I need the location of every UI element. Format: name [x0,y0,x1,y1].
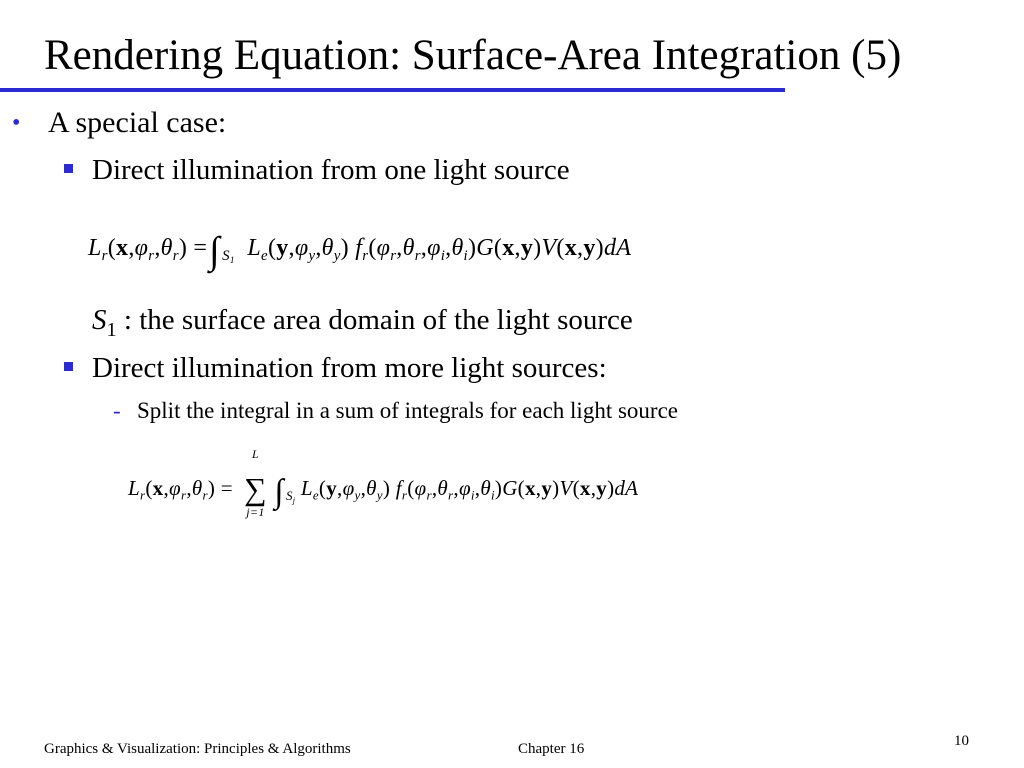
bullet-text: Direct illumination from more light sources: [92,352,607,384]
footer-course: Graphics & Visualization: Principles & Algorithms [44,741,351,757]
bullet-one-light [64,152,570,188]
bullet-more-lights [64,350,607,386]
bullet-text: Direct illumination from one light source [92,154,570,186]
bullet-split-integral [113,396,678,426]
bullet-square-icon [64,164,73,173]
bullet-dot-icon: • [12,110,21,136]
title-underline [0,88,785,92]
slide-title: Rendering Equation: Surface-Area Integration (5) [44,32,902,79]
bullet-special-case [12,104,226,142]
footer-chapter: Chapter 16 [518,741,585,757]
bullet-dash-icon: - [113,398,121,423]
bullet-text: A special case: [48,106,227,139]
equation-single-light: $L_r(x,\varphi_r,\theta_r)$ =∫ $_{S_1}$ $L_e(y,\varphi_y,\theta_y)$ $f_r(\varphi_r,\theta_r,\varphi_i,\theta_i)G(x,y)V(x,y)dA$ [88,230,632,273]
summation-icon: L ∑ j=1 [244,447,267,519]
integral-icon: ∫ [209,230,221,273]
page-number: 10 [954,733,969,749]
bullet-text: Split the integral in a sum of integrals for each light source [137,398,678,423]
integral-icon: ∫ [274,473,284,511]
bullet-square-icon [64,362,73,371]
equation-multiple-lights: $L_r(x,\varphi_r,\theta_r)$ = L ∑ j=1 ∫ $_{S_j}$ $L_e(y,\varphi_y,\theta_y)$ $f_r(\varphi_r,\theta_r,\varphi_i,\theta_i)G(x,y)V(x,y)dA$ [128,447,639,519]
s1-definition: $S_1$ : the surface area domain of the light source [92,304,633,341]
